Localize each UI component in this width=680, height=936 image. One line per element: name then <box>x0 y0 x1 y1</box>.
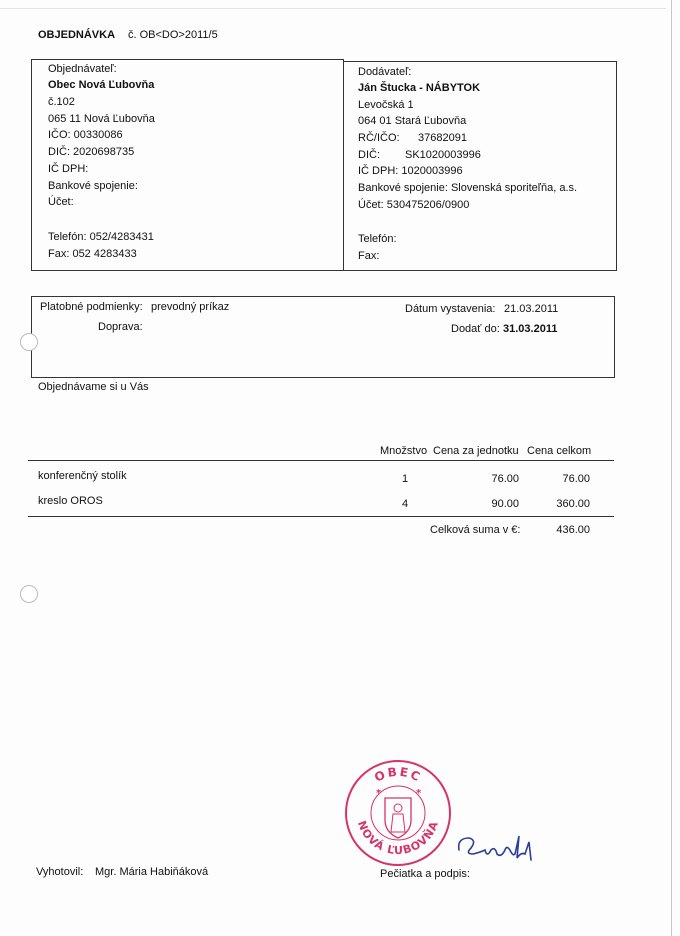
buyer-bank: Bankové spojenie: <box>48 180 138 192</box>
item-total: 360.00 <box>556 498 590 510</box>
item-unit-price: 76.00 <box>491 473 519 485</box>
item-name: konferenčný stolík <box>38 470 127 482</box>
table-bottom-rule <box>28 516 614 517</box>
supplier-phone: Telefón: <box>358 233 397 245</box>
col-header-total: Cena celkom <box>527 445 592 457</box>
stamp-bottom-text: NOVÁ ĽUBOVŇA <box>354 818 442 858</box>
supplier-dic-value: SK1020003996 <box>405 149 481 161</box>
order-number: č. OB<DO>2011/5 <box>128 29 218 41</box>
page-edge-top <box>0 8 666 9</box>
buyer-label: Objednávateľ: <box>48 63 117 75</box>
delivery-date-value: 31.03.2011 <box>503 323 558 335</box>
supplier-name: Ján Štucka - NÁBYTOK <box>358 82 481 94</box>
sum-value: 436.00 <box>556 524 590 536</box>
handwritten-signature <box>455 828 540 870</box>
buyer-phone: Telefón: 052/4283431 <box>48 231 154 243</box>
punch-hole <box>20 333 38 351</box>
item-total: 76.00 <box>562 473 590 485</box>
col-header-qty: Množstvo <box>380 445 428 457</box>
supplier-city: 064 01 Stará Ľubovňa <box>358 115 467 127</box>
stamp-signature-label: Pečiatka a podpis: <box>380 868 470 880</box>
buyer-city: 065 11 Nová Ľubovňa <box>48 113 155 125</box>
sum-label: Celková suma v €: <box>430 524 521 536</box>
punch-hole <box>20 585 38 603</box>
municipal-stamp <box>343 758 453 868</box>
delivery-label: Dodať do: <box>451 323 500 335</box>
col-header-unit-price: Cena za jednotku <box>433 445 519 457</box>
item-name: kreslo OROS <box>38 495 103 507</box>
supplier-dic-label: DIČ: <box>358 149 380 161</box>
item-qty: 4 <box>402 498 409 510</box>
buyer-dic: DIČ: 2020698735 <box>48 146 135 158</box>
supplier-ico-value: 37682091 <box>418 132 467 144</box>
buyer-fax: Fax: 052 4283433 <box>48 248 137 260</box>
issue-date-label: Dátum vystavenia: <box>405 303 496 315</box>
prepared-by-label: Vyhotovil: <box>36 866 84 878</box>
transport-label: Doprava: <box>98 321 143 333</box>
supplier-fax: Fax: <box>358 250 380 262</box>
svg-text:*: * <box>416 788 422 799</box>
supplier-label: Dodávateľ: <box>358 66 412 78</box>
supplier-account: Účet: 530475206/0900 <box>358 199 470 211</box>
svg-text:*: * <box>376 788 382 799</box>
supplier-street: Levočská 1 <box>358 99 414 111</box>
supplier-ico-label: RČ/IČO: <box>358 132 400 144</box>
supplier-bank: Bankové spojenie: Slovenská sporiteľňa, a.s. <box>358 182 578 194</box>
document-title: OBJEDNÁVKA <box>38 29 116 41</box>
buyer-street: č.102 <box>48 96 75 108</box>
table-header-rule <box>28 460 614 461</box>
item-qty: 1 <box>402 473 409 485</box>
supplier-icdph: IČ DPH: 1020003996 <box>358 165 463 177</box>
buyer-icdph: IČ DPH: <box>48 163 89 175</box>
buyer-name: Obec Nová Ľubovňa <box>48 79 155 91</box>
svg-text:OBEC <box>372 765 424 785</box>
stamp-top-text: OBEC <box>372 764 424 785</box>
prepared-by-value: Mgr. Mária Habiňáková <box>95 866 209 878</box>
issue-date-value: 21.03.2011 <box>504 303 559 315</box>
payment-label: Platobné podmienky: <box>40 301 143 313</box>
buyer-ico: IČO: 00330086 <box>48 129 123 141</box>
page-edge-right <box>671 0 672 936</box>
payment-value: prevodný príkaz <box>151 301 230 313</box>
order-intro: Objednávame si u Vás <box>38 381 149 393</box>
item-unit-price: 90.00 <box>491 498 519 510</box>
buyer-account: Účet: <box>48 196 74 208</box>
